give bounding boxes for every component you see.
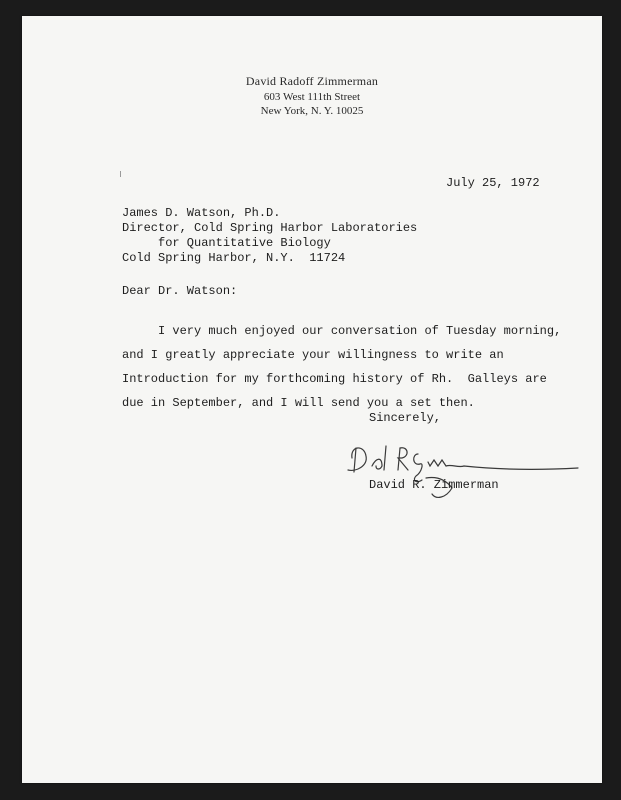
- body-line: and I greatly appreciate your willingness to write an: [122, 348, 504, 362]
- recipient-line: Cold Spring Harbor, N.Y. 11724: [122, 251, 346, 265]
- recipient-address: [122, 206, 417, 266]
- body-line: Introduction for my forthcoming history of Rh. Galleys are: [122, 372, 547, 386]
- salutation: Dear Dr. Watson:: [122, 284, 238, 298]
- letterhead: [22, 74, 602, 117]
- body-line: I very much enjoyed our conversation of Tuesday morning,: [122, 324, 562, 338]
- recipient-line: for Quantitative Biology: [122, 236, 331, 250]
- letterhead-name: David Radoff Zimmerman: [245, 74, 379, 88]
- letter-body: [122, 319, 561, 415]
- letter-date: July 25, 1972: [446, 176, 540, 190]
- handwritten-signature: [342, 436, 582, 516]
- signer-name: David R. Zimmerman: [369, 478, 499, 492]
- letterhead-city: New York, N. Y. 10025: [260, 105, 364, 117]
- letter-page: [22, 16, 602, 783]
- body-line: due in September, and I will send you a set then.: [122, 396, 475, 410]
- paper-mark: [120, 171, 121, 177]
- letterhead-street: 603 West 111th Street: [263, 91, 361, 103]
- closing: Sincerely,: [369, 411, 442, 425]
- recipient-line: James D. Watson, Ph.D.: [122, 206, 281, 220]
- recipient-line: Director, Cold Spring Harbor Laboratories: [122, 221, 418, 235]
